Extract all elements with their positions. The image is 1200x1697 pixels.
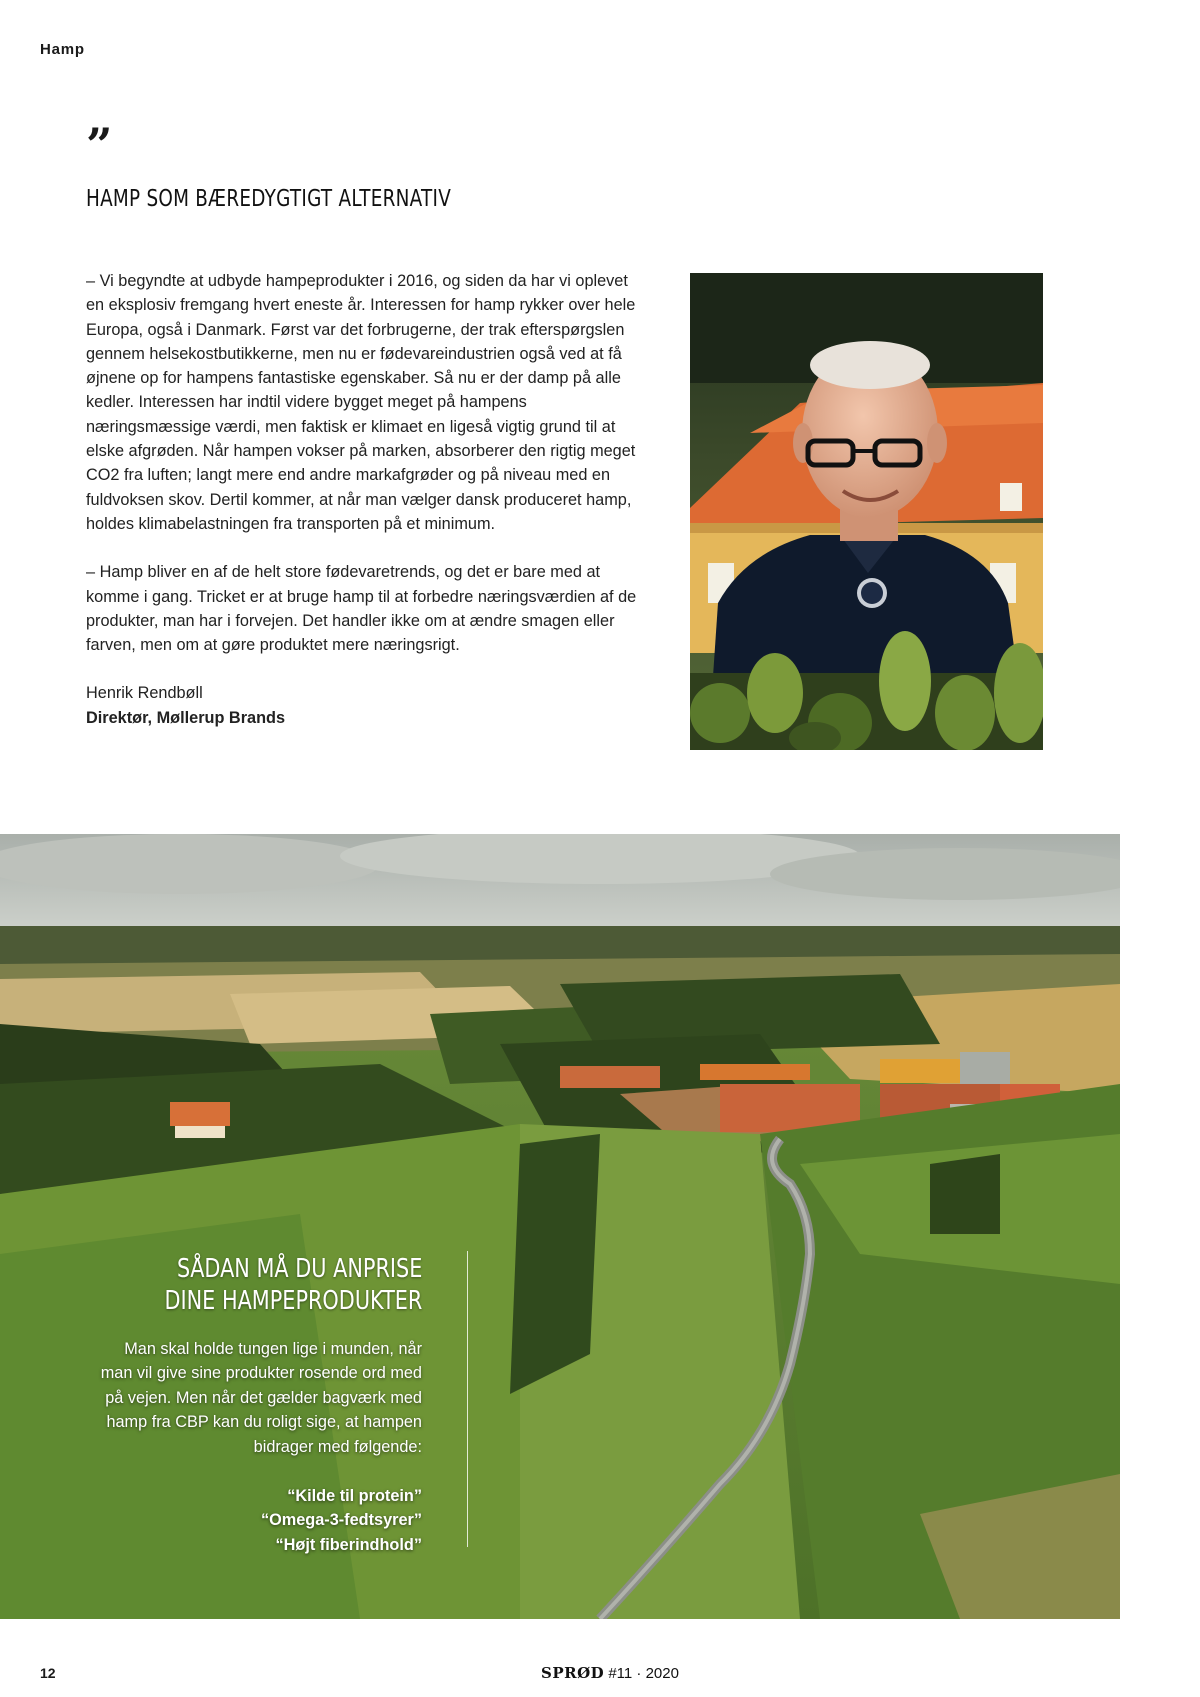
- issue-number: #11 · 2020: [608, 1665, 679, 1682]
- sidebar-divider: [467, 1251, 468, 1547]
- claim-item: “Kilde til protein”: [287, 1487, 422, 1505]
- sidebar-heading-line: DINE HAMPEPRODUKTER: [164, 1286, 422, 1316]
- claim-item: “Omega-3-fedtsyrer”: [260, 1511, 422, 1530]
- page-number: 12: [40, 1665, 56, 1681]
- sidebar-claims: [261, 1484, 422, 1557]
- portrait-photo: [690, 273, 1043, 750]
- landscape-photo: [0, 834, 1120, 1619]
- author-name: Henrik Rendbøll: [86, 684, 203, 703]
- author-signature: [86, 681, 646, 730]
- sidebar-heading-line: SÅDAN MÅ DU ANPRISE: [176, 1254, 422, 1284]
- magazine-name: SPRØD: [541, 1664, 605, 1682]
- article-title: HAMP SOM BÆREDYGTIGT ALTERNATIV: [86, 186, 452, 212]
- article-body: [86, 269, 646, 730]
- magazine-footer: [541, 1664, 679, 1682]
- claim-item: “Højt fiberindhold”: [275, 1535, 422, 1554]
- sidebar-heading: [164, 1253, 422, 1317]
- author-title: Direktør, Møllerup Brands: [86, 708, 286, 727]
- sidebar-body: Man skal holde tungen lige i munden, når man vil give sine produkter rosende ord med på vejen. Men når det gælder bagværk med hamp fra CBP kan du roligt sige, at hampen bidrager med følgende:: [100, 1340, 422, 1456]
- article-paragraph: – Hamp bliver en af de helt store fødevaretrends, og det er bare med at komme i gang. Tricket er at bruge hamp til at forbedre næringsværdien af de produkter, man har i forvejen. Det handler ikke om at ændre smagen eller farven, men om at gøre produktet mere næringsrigt.: [86, 563, 637, 655]
- article-paragraph: – Vi begyndte at udbyde hampeprodukter i 2016, og siden da har vi oplevet en eksplosiv fremgang hvert eneste år. Interessen for hamp rykker over hele Europa, også i Danmark. Først var det forbrugerne, der trak efterspørgslen gennem helsekostbutikkerne, men nu er fødevareindustrien også ved at få øjnene op for hampens fantastiske egenskaber. Så nu er der damp på alle kedler. Interessen har indtil videre bygget meget på hampens næringsmæssige værdi, men faktisk er klimaet en ligeså vigtig grund til at elske afgrøden. Når hampen vokser på marken, absorberer den rigtig meget CO2 fra luften; langt mere end andre markafgrøder og på niveau med en fuldvoksen skov. Dertil kommer, at når man vælger dansk produceret hamp, holdes klimabelastningen fra transporten på et minimum.: [86, 272, 636, 533]
- quote-mark: ”: [86, 118, 113, 172]
- section-label: Hamp: [40, 41, 85, 58]
